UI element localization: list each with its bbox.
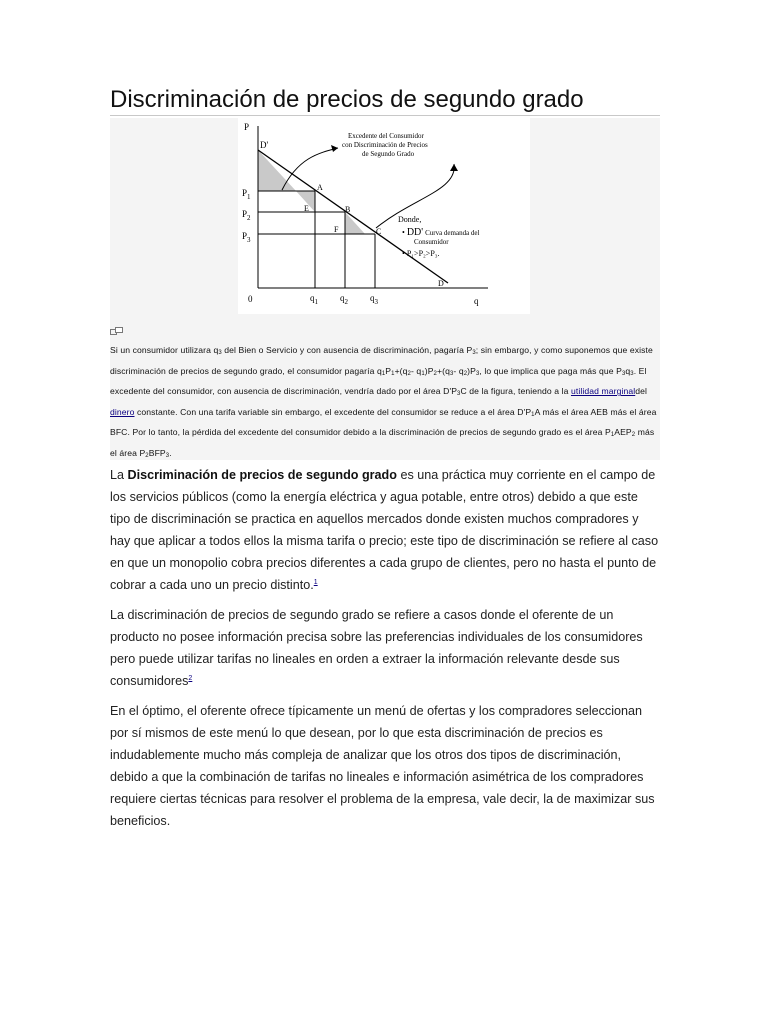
page-title: Discriminación de precios de segundo grado	[110, 86, 660, 116]
point-f: F	[334, 225, 339, 234]
paragraph-1: La Discriminación de precios de segundo grado es una práctica muy corriente en el campo de los servicios públicos (como la energía eléctrica y agua potable, entre otros) debido a que este tipo de discriminación se practica en aquellos mercados donde existen muchos compradores y hay que aplicar a todos ellos la misma tarifa o precio; este tipo de discriminación se refiere al caso en que un monopolio cobra precios diferentes a cada grupo de clientes, pero no hasta el punto de cobrar a cada uno un precio distinto.$^1$	[110, 468, 659, 592]
figure-box	[110, 118, 660, 460]
svg-text:P3: $P_3$	[242, 231, 251, 244]
point-c: C	[376, 227, 382, 236]
svg-text:q1: $q_1$	[310, 293, 318, 306]
svg-text:• DD' Curva demanda del: • DD' Curva demanda del	[402, 227, 480, 238]
link-dinero[interactable]: dinero	[110, 406, 135, 417]
note-line-1: Excedente del Consumidor	[348, 132, 424, 140]
svg-text:q3: $q_3$	[370, 293, 378, 306]
figure-caption: Si un consumidor utilizara $q_3$ del Bien o Servicio y con ausencia de discriminación, pagaría $P_3$; sin embargo, y como suponemos que existe discriminación de precios de segundo grado, el consumidor pagaría $q_1P_1+(q_2-$ $q_1)P_2+(q_3-$ $q_2)P_3$, lo que implica que paga más que $P_3q_3$. El excedente del consumidor, con ausencia de discriminación, vendría dado por el área $D'P_3C$ de la figura, teniendo a la utilidad marginaldel dinero constante. Con una tarifa variable sin embargo, el excedente del consumidor se reduce a el área $D'P_1A$ más el área AEB más el área BFC. Por lo tanto, la pérdida del excedente del consumidor debido a la discriminación de precios de segundo grado es el área $P_1AEP_2$ más el área $P_2BFP_3$.	[110, 345, 657, 459]
bold-term: Discriminación de precios de segundo grado	[127, 468, 397, 482]
link-utilidad-marginal[interactable]: utilidad marginal	[570, 386, 636, 397]
note-line-2: con Discriminación de Precios	[342, 141, 428, 149]
reference-2[interactable]: 2	[188, 674, 193, 682]
point-e: E	[304, 204, 309, 213]
paragraph-2: La discriminación de precios de segundo grado se refiere a casos donde el oferente de un producto no posee información precisa sobre las preferencias individuales de los consumidores pero puede utilizar tarifas no lineales en orden a extraer la información relevante desde sus consumidores$^2$	[110, 608, 643, 688]
svg-text:• P₁>P₂>P₃.: • P₁>P₂>P₃.	[402, 249, 440, 258]
bullet1-cont: Consumidor	[414, 238, 449, 246]
axis-y-label: P	[244, 122, 250, 132]
point-d: D	[438, 279, 444, 288]
svg-text:q2: $q_2$	[340, 293, 348, 306]
donde-label: Donde,	[398, 215, 422, 224]
axis-x-label: q	[474, 296, 479, 306]
note-line-3: de Segundo Grado	[362, 150, 415, 158]
article	[110, 86, 660, 840]
reference-1[interactable]: 1	[313, 578, 318, 586]
arrow-left	[282, 148, 338, 190]
origin-label: 0	[248, 294, 253, 304]
svg-text:P1: $P_1$	[242, 188, 251, 201]
point-b: B	[345, 205, 351, 214]
area-dp1a	[258, 150, 296, 191]
article-body	[110, 464, 660, 832]
price-discrimination-diagram	[238, 118, 530, 314]
d-prime-label: D'	[260, 140, 269, 150]
paragraph-3: En el óptimo, el oferente ofrece típicamente un menú de ofertas y los compradores seleccionan por sí mismos de este menú lo que desean, por lo que esta discriminación de precios es indudablemente mucho más compleja de analizar que los otros dos tipos de discriminación, debido a que la combinación de tarifas no lineales e información asimétrica de los compradores requiere ciertas técnicas para resolver el problema de la empresa, vale decir, la de maximizar sus beneficios.	[110, 704, 655, 828]
svg-text:P2: $P_2$	[242, 209, 251, 222]
magnify-icon[interactable]	[110, 326, 124, 336]
point-a: A	[317, 183, 323, 192]
